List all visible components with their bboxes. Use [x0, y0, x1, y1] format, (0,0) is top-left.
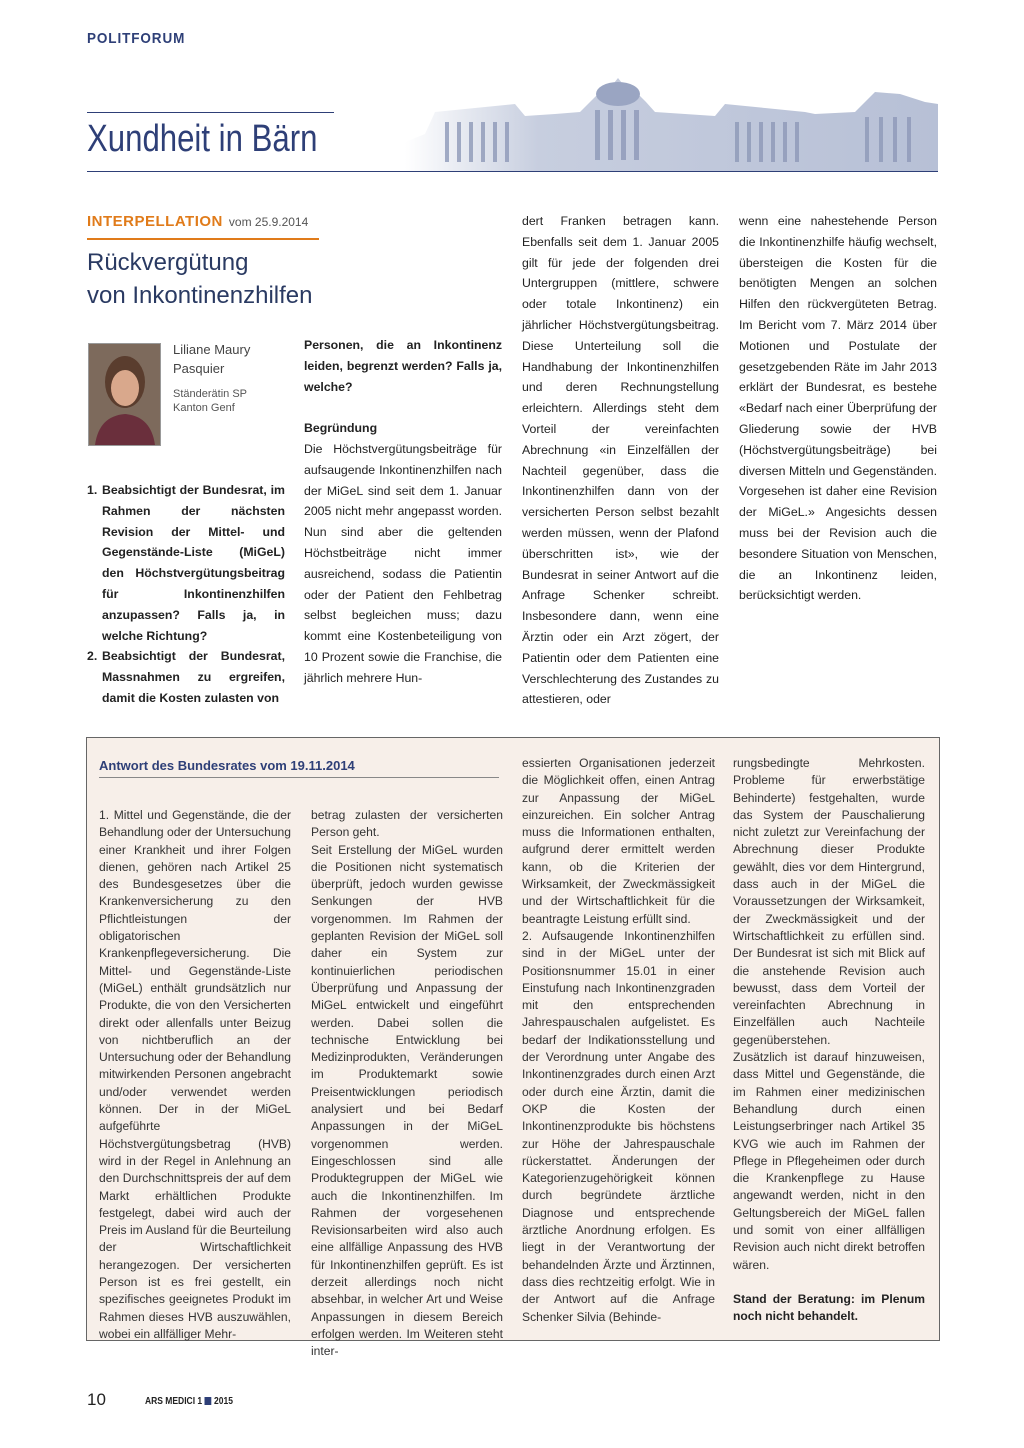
article-column-3: [522, 211, 719, 710]
question-continuation: Personen, die an Inkontinenz leiden, begrenzt werden? Falls ja, welche?: [304, 338, 502, 394]
answer-column-1: [99, 807, 291, 1343]
section-heading: Begründung: [304, 421, 378, 436]
question-item: [87, 480, 285, 646]
author-role-1: Ständerätin SP: [173, 388, 247, 400]
article-paragraph: wenn eine nahestehende Person die Inkontinenzhilfe häufig wechselt, übersteigen die Kosten für die benötigten Mengen an solchen Hilfen den rückvergüteten Betrag. Im Bericht vom 7. März 2014 über Motionen und Postulate der gesetzgebenden Räte im Jahr 2013 erklärt der Bundesrat, es bestehe «Bedarf nach einer Überprüfung der Gliederung sowie der HVB (Höchstvergütungsbeiträge) bei diversen Mitteln und Gegenständen. Vorgesehen ist daher eine Revision der MiGeL.» Angesichts dessen muss bei der Revision auch die besondere Situation von Menschen, die an Inkontinenz leiden, berücksichtigt werden.: [739, 214, 937, 603]
answer-title-rule: [99, 777, 499, 778]
answer-column-3: [522, 755, 715, 1326]
article-paragraph: Die Höchstvergütungsbeiträge für aufsaugende Inkontinenzhilfen nach der MiGeL sind seit dem 1. Januar 2005 nicht mehr angepasst worden. Nun sind aber die geltenden Höchstbeiträge nicht immer ausreichend, sodass die Patientin oder der Patient den Fehlbetrag selbst begleichen muss; dazu kommt eine Kostenbeteiligung von 10 Prozent sowie die Franchise, die jährlich mehrere Hun-: [304, 441, 502, 685]
question-text: Beabsichtigt der Bundesrat, Massnahmen zu ergreifen, damit die Kosten zulasten von: [102, 649, 285, 705]
answer-paragraph: betrag zulasten der versicherten Person geht.: [311, 808, 503, 840]
article-headline: [87, 246, 313, 312]
article-column-4: [739, 211, 937, 606]
headline-line-2: von Inkontinenzhilfen: [87, 282, 313, 309]
author-photo: [88, 343, 161, 446]
interpellation-date: vom 25.9.2014: [228, 215, 309, 229]
question-text: Beabsichtigt der Bundesrat, im Rahmen der nächsten Revision der Mittel- und Gegenstände-Liste (MiGeL) den Höchstvergütungsbeitrag für Inkontinenzhilfen anzupassen? Falls ja, in welche Richtung?: [102, 483, 285, 643]
author-name-2: Pasquier: [173, 361, 225, 376]
question-number: 1.: [87, 483, 98, 497]
author-name-1: Liliane Maury: [173, 342, 251, 357]
question-list: [87, 480, 285, 709]
square-separator-icon: [205, 1397, 212, 1405]
interpellation-rule: [87, 238, 319, 240]
question-number: 2.: [87, 649, 98, 664]
answer-paragraph: Zusätzlich ist darauf hinzuweisen, dass Mittel und Gegenstände, die im Rahmen einer medizinischen Behandlung durch einen Leistungserbringer nach Artikel 35 KVG wie auch im Rahmen der Pflege in Pflegeheimen oder durch die Krankenpflege zu Hause angewandt werden, nicht in den Geltungsbereich der MiGeL fallen und somit von einer allfälligen Revision auch nicht direkt betroffen wären.: [733, 1050, 925, 1272]
page-number: 10: [87, 1390, 106, 1409]
answer-paragraph: Seit Erstellung der MiGeL wurden die Positionen nicht systematisch überprüft, jedoch wurden gewisse Senkungen der HVB vorgenommen. Im Rahmen der geplanten Revision der MiGeL soll daher ein System zur kontinuierlichen periodischen Überprüfung und Anpassung der MiGeL entwickelt und eingeführt werden. Dabei sollen die technische Entwicklung bei Medizinprodukten, Veränderungen im Produktemarkt sowie Preisentwicklungen periodisch analysiert und bei Bedarf Anpassungen in der MiGeL vorgenommen werden. Eingeschlossen sind alle Produktegruppen der MiGeL wie auch die Inkontinenzhilfen. Im Rahmen der vorgesehenen Revisionsarbeiten wird also auch eine allfällige Anpassung des HVB für Inkontinenzhilfen geprüft. Es ist derzeit allerdings noch nicht absehbar, in welcher Art und Weise Anpassungen in diesem Bereich erfolgen werden. Im Weiteren steht inter-: [311, 842, 503, 1359]
interpellation-type: INTERPELLATION: [87, 213, 223, 230]
article-column-2: [304, 335, 502, 689]
parliament-building-illustration: [405, 72, 938, 172]
answer-paragraph: 1. Mittel und Gegenstände, die der Behandlung oder der Untersuchung einer Krankheit und ihrer Folgen dienen, gehören nach Artikel 25 des Bundesgesetzes über die Krankenversicherung zu den Pflichtleistungen der obligatorischen Krankenpflegeversicherung. Die Mittel- und Gegenstände-Liste (MiGeL) enthält grundsätzlich nur Produkte, die von den Versicherten direkt oder allenfalls unter Beizug von nichtberuflich an der Untersuchung oder der Behandlung mitwirkenden Personen angebracht und/oder verwendet werden können. Der in der MiGeL aufgeführte Höchstvergütungsbetrag (HVB) wird in der Regel in Anlehnung an den Durchschnittspreis der auf dem Markt erhältlichen Produkte festgelegt, dabei wird auch der Preis im Ausland für die Beurteilung der Wirtschaftlichkeit herangezogen. Der versicherten Person ist es frei gestellt, ein spezifisches geeignetes Produkt im Rahmen dieses HVB auszuwählen, wobei ein allfälliger Mehr-: [99, 808, 291, 1341]
magazine-name: ARS MEDICI 1: [145, 1396, 203, 1407]
answer-column-2: [311, 807, 503, 1361]
magazine-year: 2015: [214, 1396, 233, 1407]
author-name: [173, 340, 250, 378]
question-item: [87, 646, 285, 708]
deliberation-status: Stand der Beratung: im Plenum noch nicht behandelt.: [733, 1291, 925, 1324]
author-role-2: Kanton Genf: [173, 402, 235, 414]
headline-line-1: Rückvergütung: [87, 249, 249, 276]
answer-paragraph: essierten Organisationen jederzeit die Möglichkeit offen, einen Antrag zur Anpassung der MiGeL einzureichen. Ein solcher Antrag muss die Informationen enthalten, aufgrund derer ermittelt werden kann, ob die Kriterien der Wirksamkeit, der Zweckmässigkeit und der Wirtschaftlichkeit für die beantragte Leistung erfüllt sind.: [522, 756, 715, 926]
magazine-footer: [145, 1396, 233, 1407]
answer-title: Antwort des Bundesrates vom 19.11.2014: [99, 758, 355, 773]
page-title: Xundheit in Bärn: [87, 118, 318, 160]
answer-column-4: [733, 755, 925, 1326]
answer-paragraph: rungsbedingte Mehrkosten. Probleme für erwerbstätige Behinderte) festgehalten, wurde das System der Pauschalierung nicht zuletzt zur Vereinfachung der Abrechnung dieser Produkte gewählt, dies vor dem Hintergrund, dass auch in der MiGeL die Voraussetzungen der Wirksamkeit, der Zweckmässigkeit und der Wirtschaftlichkeit zu erfüllen sind. Der Bundesrat ist sich mit Blick auf die anstehende Revision auch bewusst, dass dem Vorteil der vereinfachten Abrechnung in Einzelfällen auch Nachteile gegenüberstehen.: [733, 756, 925, 1047]
author-role: [173, 387, 247, 415]
interpellation-label: [87, 213, 308, 230]
section-label: POLITFORUM: [87, 30, 186, 47]
title-bottom-rule: [87, 171, 938, 172]
answer-paragraph: 2. Aufsaugende Inkontinenzhilfen sind in der MiGeL unter der Positionsnummer 15.01 in einer Einstufung nach Inkontinenzgraden mit den entsprechenden Jahrespauschalen aufgelistet. Es bedarf der Indikationsstellung und der Verordnung unter Angabe des Inkontinenzgrades durch einen Arzt oder durch eine Ärztin, damit die OKP die Kosten der Inkontinenzprodukte bis höchstens zur Höhe der Jahrespauschale rückerstattet. Änderungen der Kategorienzugehörigkeit können durch begründete ärztliche Diagnose und entsprechende ärztliche Anordnung erfolgen. Es liegt in der Verantwortung der behandelnden Ärzte und Ärztinnen, dass dies rechtzeitig erfolgt. Wie in der Antwort auf die Anfrage Schenker Silvia (Behinde-: [522, 928, 715, 1324]
article-paragraph: dert Franken betragen kann. Ebenfalls seit dem 1. Januar 2005 gilt für jede der folgenden drei Untergruppen (mittlere, schwere oder totale Inkontinenz) ein jährlicher Höchstvergütungsbeitrag. Diese Unterteilung soll die Handhabung der Inkontinenzhilfen und deren Rechnungstellung erleichtern. Allerdings steht dem Vorteil der vereinfachten Abrechnung «in Einzelfällen der Nachteil gegenüber, dass die Inkontinenzhilfen dann von der versicherten Person selbst bezahlt werden müssen, wenn der Plafond überschritten ist», wie der Bundesrat in seiner Antwort auf die Anfrage Schenker schreibt. Insbesondere dann, wenn eine Ärztin oder ein Arzt zögert, der Patientin oder dem Patienten eine Verschlechterung des Zustandes zu attestieren, oder: [522, 214, 719, 707]
title-rule: [87, 112, 334, 113]
